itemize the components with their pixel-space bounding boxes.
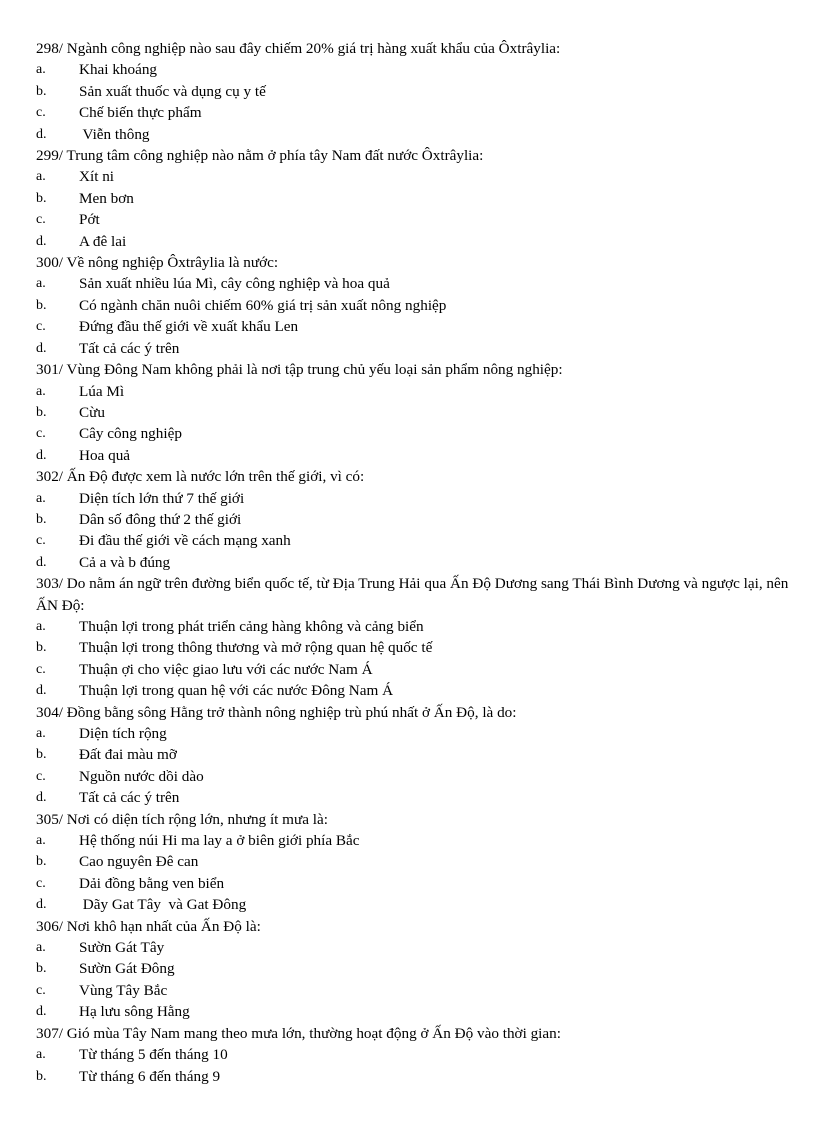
option-text: Thuận lợi trong quan hệ với các nước Đông Nam Á <box>79 682 394 700</box>
option-text: Dãy Gat Tây và Gat Đông <box>79 896 247 914</box>
question-text: 301/ Vùng Đông Nam không phải là nơi tập trung chủ yếu loại sản phẩm nông nghiệp: <box>36 361 563 379</box>
option-text: Cả a và b đúng <box>79 553 171 571</box>
option-letter: a. <box>36 833 46 849</box>
option-letter: a. <box>36 1047 46 1063</box>
option-letter: d. <box>36 1004 47 1020</box>
option-letter: c. <box>36 319 46 335</box>
option-text: Men bơn <box>79 189 134 207</box>
option-d <box>36 231 796 252</box>
option-letter: c. <box>36 533 46 549</box>
option-letter: b. <box>36 297 47 313</box>
question-text: 305/ Nơi có diện tích rộng lớn, nhưng ít mưa là: <box>36 810 328 828</box>
option-a <box>36 59 796 80</box>
option-letter: c. <box>36 982 46 998</box>
option-d <box>36 124 796 145</box>
option-d <box>36 552 796 573</box>
option-text: Chế biến thực phẩm <box>79 104 202 122</box>
option-letter: c. <box>36 875 46 891</box>
option-letter: a. <box>36 169 46 185</box>
question-307 <box>36 1023 796 1087</box>
option-a <box>36 488 796 509</box>
option-b <box>36 295 796 316</box>
option-b <box>36 81 796 102</box>
option-text: Nguồn nước dồi dào <box>79 767 204 785</box>
option-text: Dải đồng bằng ven biển <box>79 874 225 892</box>
option-text: Sườn Gát Tây <box>79 939 165 957</box>
option-text: Cây công nghiệp <box>79 425 182 443</box>
option-c <box>36 659 796 680</box>
option-letter: a. <box>36 276 46 292</box>
option-c <box>36 102 796 123</box>
question-300 <box>36 252 796 359</box>
option-d <box>36 787 796 808</box>
question-303 <box>36 573 796 701</box>
option-text: Thuận lợi trong thông thương và mở rộng quan hệ quốc tế <box>79 639 433 657</box>
question-304 <box>36 702 796 809</box>
option-a <box>36 937 796 958</box>
option-letter: a. <box>36 490 46 506</box>
option-d <box>36 894 796 915</box>
option-letter: b. <box>36 404 47 420</box>
option-text: Cao nguyên Đê can <box>79 853 199 871</box>
option-letter: c. <box>36 105 46 121</box>
option-text: A đê lai <box>79 232 127 250</box>
option-text: Dân số đông thứ 2 thế giới <box>79 510 242 528</box>
option-c <box>36 423 796 444</box>
option-letter: a. <box>36 726 46 741</box>
option-a <box>36 166 796 187</box>
option-text: Vùng Tây Bắc <box>79 981 168 999</box>
option-text: Sườn Gát Đông <box>79 960 175 978</box>
option-text: Xít ni <box>79 168 115 186</box>
option-text: Đi đầu thế giới về cách mạng xanh <box>79 532 291 550</box>
option-text: Có ngành chăn nuôi chiếm 60% giá trị sản xuất nông nghiệp <box>79 296 447 314</box>
option-b <box>36 637 796 658</box>
option-letter: d. <box>36 683 47 699</box>
option-text: Hệ thống núi Hi ma lay a ở biên giới phía Bắc <box>79 832 360 850</box>
question-text: 306/ Nơi khô hạn nhất của Ấn Độ là: <box>36 917 261 935</box>
option-a <box>36 273 796 294</box>
option-text: Sản xuất nhiều lúa Mì, cây công nghiệp và hoa quả <box>79 275 390 293</box>
question-text: 299/ Trung tâm công nghiệp nào nằm ở phía tây Nam đất nước Ôxtrâylia: <box>36 147 484 165</box>
option-text: Hoa quả <box>79 446 131 464</box>
option-text: Hạ lưu sông Hằng <box>79 1003 190 1021</box>
option-c <box>36 209 796 230</box>
option-b <box>36 1066 796 1087</box>
option-c <box>36 530 796 551</box>
question-305 <box>36 809 796 916</box>
option-text: Đất đai màu mỡ <box>79 746 177 764</box>
option-b <box>36 188 796 209</box>
option-letter: c. <box>36 661 46 677</box>
option-b <box>36 402 796 423</box>
option-a <box>36 830 796 851</box>
option-letter: b. <box>36 190 47 206</box>
option-text: Tất cả các ý trên <box>79 339 180 357</box>
option-letter: b. <box>36 961 47 977</box>
option-letter: c. <box>36 212 46 228</box>
option-letter: b. <box>36 747 47 763</box>
option-letter: b. <box>36 640 47 656</box>
option-text: Diện tích lớn thứ 7 thế giới <box>79 489 245 507</box>
option-text: Từ tháng 6 đến tháng 9 <box>79 1067 221 1085</box>
option-text: Cừu <box>79 403 105 421</box>
option-letter: d. <box>36 233 47 249</box>
option-text: Sản xuất thuốc và dụng cụ y tế <box>79 82 266 100</box>
option-c <box>36 980 796 1001</box>
question-306 <box>36 916 796 1023</box>
option-b <box>36 744 796 765</box>
option-letter: d. <box>36 554 47 570</box>
option-letter: a. <box>36 940 46 956</box>
question-299 <box>36 145 796 252</box>
option-c <box>36 873 796 894</box>
question-text: 307/ Gió mùa Tây Nam mang theo mưa lớn, thường hoạt động ở Ấn Độ vào thời gian: <box>36 1024 561 1042</box>
option-letter: d. <box>36 447 47 463</box>
option-letter: a. <box>36 62 46 78</box>
option-letter: d. <box>36 790 47 806</box>
option-letter: a. <box>36 383 46 399</box>
option-letter: d. <box>36 340 47 356</box>
option-d <box>36 1001 796 1022</box>
option-text: Từ tháng 5 đến tháng 10 <box>79 1046 228 1064</box>
option-a <box>36 1044 796 1065</box>
option-letter: b. <box>36 511 47 527</box>
question-302 <box>36 466 796 573</box>
option-text: Tất cả các ý trên <box>79 789 180 807</box>
option-a <box>36 723 796 744</box>
option-text: Diện tích rộng <box>79 725 167 742</box>
option-letter: c. <box>36 768 46 784</box>
document-page <box>36 38 796 1087</box>
option-d <box>36 680 796 701</box>
question-text: 304/ Đồng bằng sông Hằng trở thành nông nghiệp trù phú nhất ở Ấn Độ, là do: <box>36 703 517 721</box>
option-a <box>36 381 796 402</box>
option-letter: b. <box>36 1068 47 1084</box>
option-d <box>36 445 796 466</box>
question-text: 302/ Ấn Độ được xem là nước lớn trên thế giới, vì có: <box>36 468 365 486</box>
option-d <box>36 338 796 359</box>
option-text: Thuận lợi trong phát triển cảng hàng không và cảng biển <box>79 617 424 635</box>
option-text: Lúa Mì <box>79 382 125 400</box>
option-b <box>36 958 796 979</box>
option-letter: b. <box>36 83 47 99</box>
option-text: Khai khoáng <box>79 61 158 79</box>
question-text: 298/ Ngành công nghiệp nào sau đây chiếm 20% giá trị hàng xuất khẩu của Ôxtrâylia: <box>36 40 561 57</box>
option-text: Đứng đầu thế giới về xuất khẩu Len <box>79 318 299 336</box>
option-letter: c. <box>36 426 46 442</box>
option-letter: b. <box>36 854 47 870</box>
option-letter: d. <box>36 897 47 913</box>
option-b <box>36 851 796 872</box>
question-298 <box>36 38 796 145</box>
option-text: Thuận ợi cho việc giao lưu với các nước Nam Á <box>79 660 373 678</box>
option-b <box>36 509 796 530</box>
question-301 <box>36 359 796 466</box>
option-letter: d. <box>36 126 47 142</box>
option-a <box>36 616 796 637</box>
option-c <box>36 316 796 337</box>
option-letter: a. <box>36 618 46 634</box>
option-text: Viễn thông <box>79 125 150 143</box>
option-c <box>36 766 796 787</box>
question-text: 303/ Do nằm án ngữ trên đường biển quốc tế, từ Địa Trung Hải qua Ấn Độ Dương sang Thái Bình Dương và ngược lại, nên ẤN Độ: <box>36 575 789 614</box>
question-text: 300/ Về nông nghiệp Ôxtrâylia là nước: <box>36 254 279 272</box>
option-text: Pớt <box>79 211 100 229</box>
